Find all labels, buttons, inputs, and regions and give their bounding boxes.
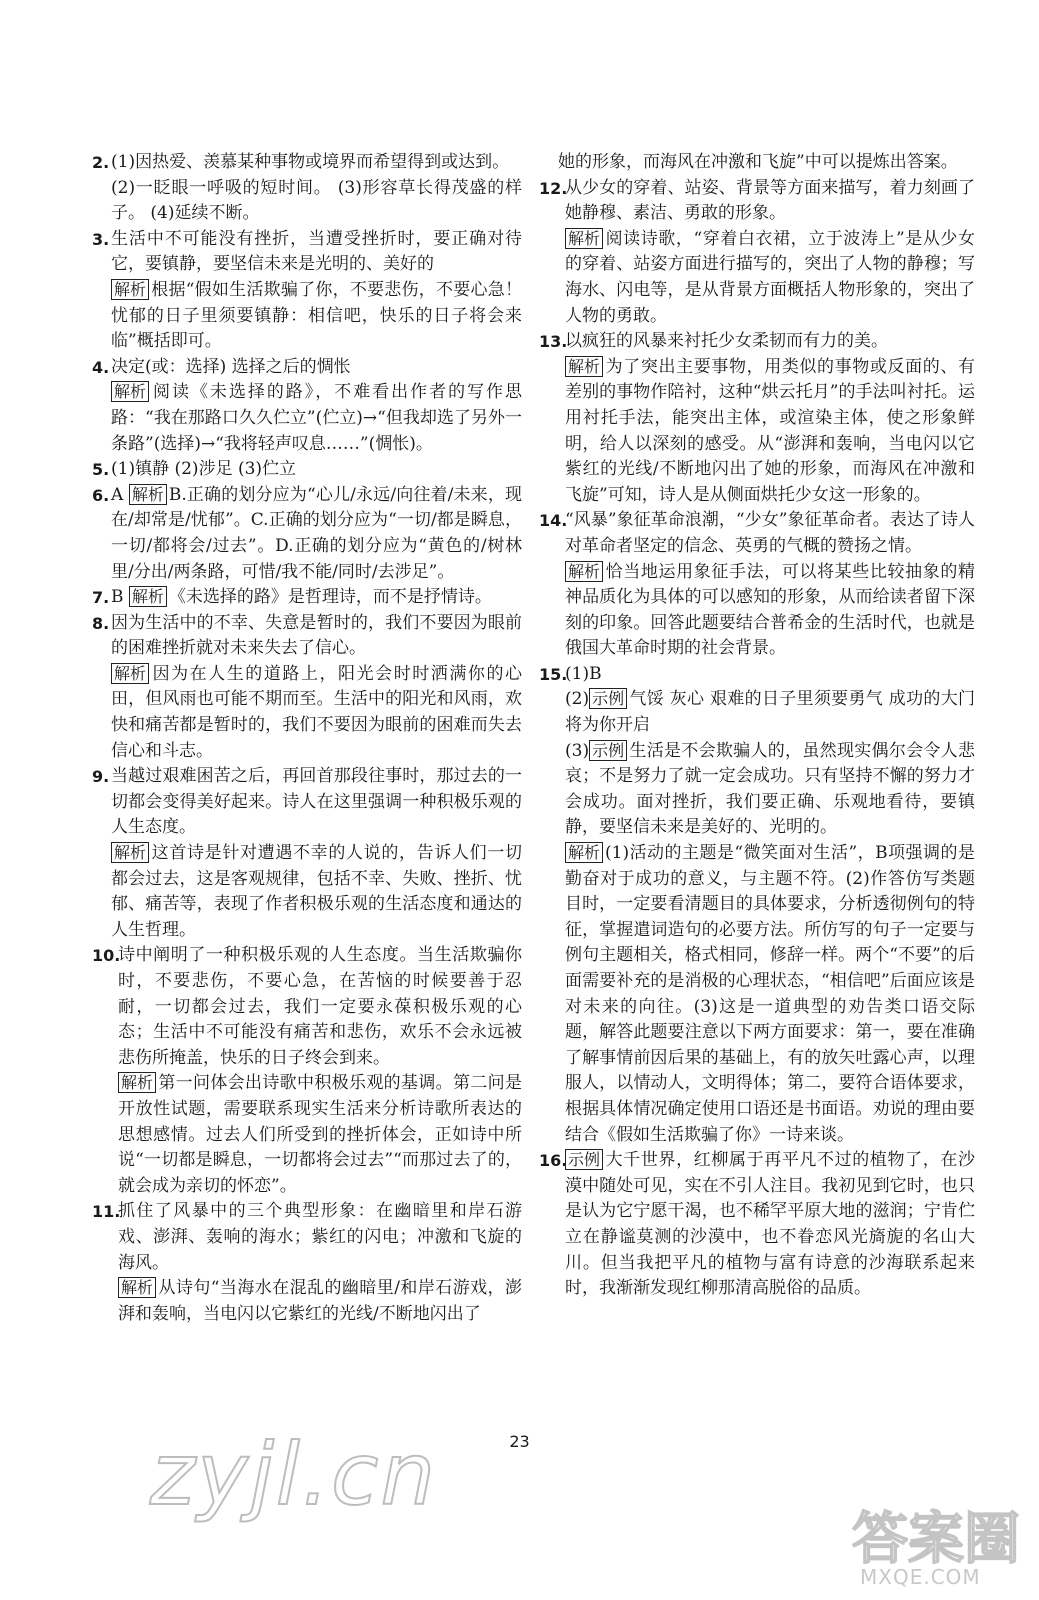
analysis-text: 为了突出主要事物，用类似的事物或反面的、有差别的事物作陪衬，这种“烘云托月”的手法叫衬托。运用衬托手法，能突出主体，或渲染主体，使之形象鲜明，给人以深刻的感受。从“澎湃和轰响，当电闪以它紫红的光线/不断地闪出了她的形象，而海风在冲激和飞旋”可知，诗人是从侧面烘托少女这一形象的。 bbox=[565, 356, 975, 505]
answer-text bbox=[111, 457, 522, 483]
answer-line-text: (2)一眨眼一呼吸的短时间。 (3)形容草长得茂盛的样子。 (4)延续不断。 bbox=[111, 177, 522, 224]
part-prefix: (3) bbox=[565, 740, 590, 761]
answer-line-text: 决定(或：选择) 选择之后的惆怅 bbox=[111, 356, 351, 377]
answer-item bbox=[539, 176, 975, 330]
analysis-text: 阅读诗歌，“穿着白衣裙，立于波涛上”是从少女的穿着、站姿方面进行描写的，突出了人物的静穆；写海水、闪电等，是从背景方面概括人物形象的，突出了人物的勇敢。 bbox=[565, 228, 975, 326]
answer-part bbox=[565, 739, 975, 841]
analysis-text: 根据“假如生活欺骗了你，不要悲伤，不要心急！忧郁的日子里须要镇静：相信吧，快乐的日子将会来临”概括即可。 bbox=[111, 279, 522, 352]
watermark-daan: 答案圈 bbox=[852, 1507, 1020, 1572]
answer-line-text: 生活中不可能没有挫折，当遭受挫折时，要正确对待它，要镇静，要坚信未来是光明的、美好的 bbox=[111, 228, 522, 275]
answer-item bbox=[539, 1148, 975, 1302]
answer-text bbox=[565, 508, 975, 559]
answer-item bbox=[92, 227, 522, 355]
answer-item bbox=[92, 585, 522, 611]
part-text: 气馁 灰心 艰难的日子里须要勇气 成功的大门将为你开启 bbox=[565, 689, 975, 736]
left-column bbox=[92, 150, 522, 1327]
answer-item bbox=[92, 943, 522, 1199]
answer-part bbox=[565, 662, 975, 688]
question-number: 4. bbox=[92, 357, 110, 377]
answer-text bbox=[111, 611, 522, 662]
answer-line-text: 诗中阐明了一种积极乐观的人生态度。当生活欺骗你时，不要悲伤，不要心急，在苦恼的时候要善于忍耐，一切都会过去，我们一定要永葆积极乐观的心态；生活中不可能没有痛苦和悲伤，欢乐不会永远被悲伤所掩盖，快乐的日子终会到来。 bbox=[118, 945, 522, 1068]
answer-item bbox=[92, 457, 522, 483]
answer-item bbox=[92, 150, 522, 227]
analysis-text: 这首诗是针对遭遇不幸的人说的，告诉人们一切都会过去，这是客观规律，包括不幸、失败、挫折、忧郁、痛苦等，表现了作者积极乐观的生活态度和通达的人生哲理。 bbox=[111, 843, 522, 940]
analysis-block bbox=[565, 355, 975, 509]
watermark-zyjl: zyjl.cn bbox=[150, 1425, 437, 1525]
answer-item bbox=[539, 150, 975, 176]
answer-item bbox=[92, 355, 522, 457]
analysis-block bbox=[111, 662, 522, 764]
analysis-text: 从诗句“当海水在混乱的幽暗里/和岸石游戏，澎湃和轰响，当电闪以它紫红的光线/不断地闪出了 bbox=[118, 1278, 522, 1324]
question-number: 14. bbox=[539, 511, 568, 531]
analysis-tag: 解析 bbox=[565, 842, 603, 863]
analysis-tag: 解析 bbox=[565, 561, 603, 582]
question-number: 16. bbox=[539, 1151, 568, 1171]
answer-text bbox=[118, 943, 522, 1071]
analysis-block bbox=[118, 1276, 522, 1327]
question-number: 3. bbox=[92, 229, 110, 249]
question-number: 9. bbox=[92, 767, 110, 787]
answer-item bbox=[92, 483, 522, 585]
question-number: 11. bbox=[92, 1202, 121, 1222]
example-tag: 示例 bbox=[565, 1149, 603, 1170]
analysis-text: 《未选择的路》是哲理诗，而不是抒情诗。 bbox=[168, 587, 492, 608]
answer-text bbox=[118, 1199, 522, 1276]
answer-line-text: 因为生活中的不幸、失意是暂时的，我们不要因为眼前的困难挫折就对未来失去了信心。 bbox=[111, 612, 522, 659]
analysis-text: 恰当地运用象征手法，可以将某些比较抽象的精神品质化为具体的可以感知的形象，从而给读者留下深刻的印象。回答此题要结合普希金的生活时代，也就是俄国大革命时期的社会背景。 bbox=[565, 561, 975, 659]
question-number: 15. bbox=[539, 664, 568, 684]
answer-line-text: 从少女的穿着、站姿、背景等方面来描写，着力刻画了她静穆、素洁、勇敢的形象。 bbox=[565, 177, 975, 224]
answer-line-text: 抓住了风暴中的三个典型形象：在幽暗里和岸石游戏、澎湃、轰响的海水；紫红的闪电；冲激和飞旋的海风。 bbox=[118, 1201, 522, 1273]
analysis-tag: 解析 bbox=[129, 484, 167, 505]
answer-item bbox=[92, 764, 522, 943]
part-prefix: (2) bbox=[565, 689, 590, 710]
analysis-tag: 解析 bbox=[118, 1277, 156, 1298]
answer-item bbox=[92, 611, 522, 765]
watermark-mxqe: MXQE.COM bbox=[860, 1565, 981, 1589]
analysis-tag: 解析 bbox=[111, 663, 149, 684]
question-number: 12. bbox=[539, 178, 568, 198]
example-tag: 示例 bbox=[589, 740, 627, 761]
answer-part bbox=[565, 687, 975, 738]
answer-text bbox=[111, 355, 522, 381]
answer-choice: B bbox=[111, 587, 129, 608]
question-number: 5. bbox=[92, 460, 110, 480]
analysis-tag: 解析 bbox=[565, 228, 603, 249]
analysis-text: (1)活动的主题是“微笑面对生活”，B项强调的是勤奋对于成功的意义，与主题不符。(2)作答仿写类题目时，一定要看清题目的具体要求，分析透彻例句的特征，掌握遣词造句的必要方法。所仿写的句子一定要与例句主题相关，格式相同，修辞一样。两个“不要”的后面需要补充的是消极的心理状态，“相信吧”后面应该是对未来的向往。(3)这是一道典型的劝告类口语交际题，解答此题要注意以下两方面要求：第一，要在准确了解事情前因后果的基础上，有的放矢吐露心声，以理服人，以情动人，文明得体；第二，要符合语体要求，根据具体情况确定使用口语还是书面语。劝说的理由要结合《假如生活欺骗了你》一诗来谈。 bbox=[565, 843, 975, 1145]
answer-text bbox=[565, 176, 975, 227]
part-text: 生活是不会欺骗人的，虽然现实偶尔会令人悲哀；不是努力了就一定会成功。只有坚持不懈的努力才会成功。面对挫折，我们要正确、乐观地看待，要镇静，要坚信未来是美好的、光明的。 bbox=[565, 740, 975, 838]
analysis-text: 阅读《未选择的路》，不难看出作者的写作思路：“我在那路口久久伫立”(伫立)→“但我却选了另外一条路”(选择)→“我将轻声叹息……”(惆怅)。 bbox=[111, 382, 522, 454]
analysis-tag: 解析 bbox=[111, 279, 149, 300]
analysis-block bbox=[118, 1071, 522, 1199]
answer-text bbox=[111, 764, 522, 841]
analysis-text: B.正确的划分应为“心儿/永远/向往着/未来，现在/却常是/忧郁”。C.正确的划分应为“一切/都是瞬息，一切/都将会/过去”。D.正确的划分应为“黄色的/树林里/分出/两条路，可惜/我不能/同时/去涉足”。 bbox=[111, 484, 522, 582]
answer-line-text: (1)因热爱、羡慕某种事物或境界而希望得到或达到。 bbox=[111, 152, 510, 172]
analysis-block bbox=[565, 227, 975, 329]
analysis-block bbox=[565, 560, 975, 662]
answer-text bbox=[111, 150, 522, 176]
question-number: 13. bbox=[539, 332, 568, 352]
answer-item bbox=[539, 508, 975, 662]
analysis-block bbox=[565, 841, 975, 1148]
answer-line-text: 大千世界，红柳属于再平凡不过的植物了，在沙漠中随处可见，实在不引人注目。我初见到它时，也只是认为它宁愿干渴，也不稀罕平原大地的滋润；宁肯伫立在静谧莫测的沙漠中，也不眷恋风光旖旎的名山大川。但当我把平凡的植物与富有诗意的沙海联系起来时，我渐渐发现红柳那清高脱俗的品质。 bbox=[565, 1150, 975, 1299]
analysis-tag: 解析 bbox=[565, 356, 603, 377]
analysis-text: 第一问体会出诗歌中积极乐观的基调。第二问是开放性试题，需要联系现实生活来分析诗歌所表达的思想感情。过去人们所受到的挫折体会，正如诗中所说“一切都是瞬息，一切都将会过去”“而那过去了的，就会成为亲切的怀恋”。 bbox=[118, 1073, 522, 1196]
answer-item bbox=[539, 662, 975, 1148]
answer-text bbox=[565, 329, 975, 355]
question-number: 6. bbox=[92, 485, 110, 505]
answer-line-text: 以疯狂的风暴来衬托少女柔韧而有力的美。 bbox=[565, 331, 888, 352]
answer-item bbox=[92, 1199, 522, 1327]
answer-line-text: (1)镇静 (2)涉足 (3)伫立 bbox=[111, 459, 297, 480]
part-text: (1)B bbox=[565, 663, 602, 684]
analysis-tag: 解析 bbox=[129, 586, 167, 607]
question-number: 10. bbox=[92, 946, 121, 966]
analysis-text: 因为在人生的道路上，阳光会时时洒满你的心田，但风雨也可能不期而至。生活中的阳光和风雨，欢快和痛苦都是暂时的，我们不要因为眼前的困难而失去信心和斗志。 bbox=[111, 663, 522, 761]
answer-text: 她的形象，而海风在冲激和飞旋”中可以提炼出答案。 bbox=[558, 152, 958, 172]
right-column bbox=[539, 150, 975, 1302]
answer-choice: A bbox=[111, 484, 129, 505]
example-tag: 示例 bbox=[589, 688, 627, 709]
answer-line-text: “风暴”象征革命浪潮，“少女”象征革命者。表达了诗人对革命者坚定的信念、英勇的气概的赞扬之情。 bbox=[565, 510, 975, 556]
answer-line bbox=[111, 483, 522, 585]
analysis-block bbox=[111, 278, 522, 355]
question-number: 2. bbox=[92, 153, 110, 172]
page-number: 23 bbox=[509, 1432, 530, 1451]
answer-text bbox=[565, 1148, 975, 1302]
answer-line-text: 当越过艰难困苦之后，再回首那段往事时，那过去的一切都会变得美好起来。诗人在这里强调一种积极乐观的人生态度。 bbox=[111, 766, 522, 838]
question-number: 8. bbox=[92, 613, 110, 633]
analysis-tag: 解析 bbox=[118, 1072, 156, 1093]
answer-text bbox=[111, 227, 522, 278]
question-number: 7. bbox=[92, 588, 110, 608]
answer-item bbox=[539, 329, 975, 508]
analysis-tag: 解析 bbox=[111, 842, 149, 863]
analysis-tag: 解析 bbox=[111, 381, 149, 402]
analysis-block bbox=[111, 841, 522, 943]
answer-text bbox=[111, 176, 522, 227]
answer-line bbox=[111, 585, 522, 611]
analysis-block bbox=[111, 380, 522, 457]
